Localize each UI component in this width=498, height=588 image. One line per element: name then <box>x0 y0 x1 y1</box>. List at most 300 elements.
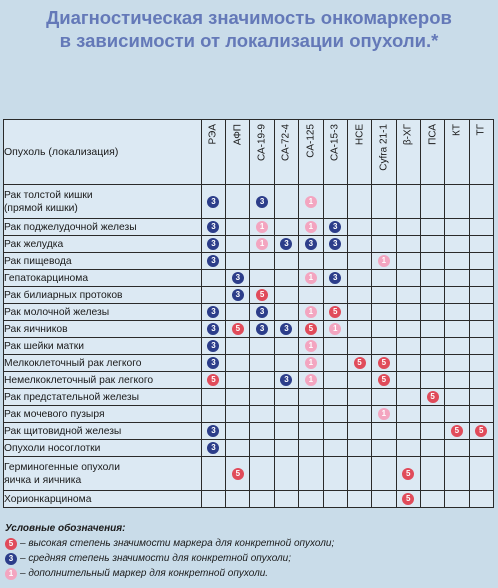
marker-cell <box>201 457 225 491</box>
marker-cell <box>299 287 323 304</box>
marker-cell <box>372 270 396 287</box>
marker-cell <box>299 406 323 423</box>
marker-cell <box>250 338 274 355</box>
tumor-name: Рак шейки матки <box>4 338 202 355</box>
marker-cell <box>469 457 493 491</box>
marker-cell <box>469 338 493 355</box>
column-header <box>201 120 225 185</box>
marker-cell <box>201 372 225 389</box>
tumor-name: Мелкоклеточный рак легкого <box>4 355 202 372</box>
marker-cell <box>201 406 225 423</box>
significance-1-icon: 1 <box>378 255 390 267</box>
marker-cell <box>396 457 420 491</box>
marker-cell <box>445 423 469 440</box>
significance-5-icon: 5 <box>232 323 244 335</box>
marker-cell <box>372 338 396 355</box>
marker-cell <box>469 406 493 423</box>
marker-cell <box>420 236 444 253</box>
significance-3-icon: 3 <box>280 238 292 250</box>
significance-3-icon: 3 <box>5 553 17 565</box>
marker-cell <box>445 372 469 389</box>
marker-cell <box>226 321 250 338</box>
marker-cell <box>299 389 323 406</box>
marker-cell <box>469 423 493 440</box>
marker-cell <box>347 321 371 338</box>
marker-cell <box>396 355 420 372</box>
marker-cell <box>445 304 469 321</box>
marker-cell <box>372 287 396 304</box>
significance-5-icon: 5 <box>378 374 390 386</box>
marker-cell <box>396 270 420 287</box>
significance-3-icon: 3 <box>232 272 244 284</box>
marker-cell <box>299 253 323 270</box>
tumor-name: Рак толстой кишки (прямой кишки) <box>4 185 202 219</box>
marker-cell <box>323 491 347 508</box>
marker-cell <box>299 304 323 321</box>
marker-cell <box>323 270 347 287</box>
significance-3-icon: 3 <box>280 323 292 335</box>
significance-5-icon: 5 <box>475 425 487 437</box>
marker-cell <box>396 185 420 219</box>
row-header-label: Опухоль (локализация) <box>4 120 202 185</box>
marker-cell <box>299 270 323 287</box>
significance-3-icon: 3 <box>329 272 341 284</box>
table-row <box>4 457 494 491</box>
tumor-name: Опухоли носоглотки <box>4 440 202 457</box>
marker-cell <box>274 457 298 491</box>
marker-cell <box>372 253 396 270</box>
marker-cell <box>323 389 347 406</box>
table-row <box>4 440 494 457</box>
marker-cell <box>420 219 444 236</box>
marker-cell <box>226 338 250 355</box>
marker-cell <box>469 372 493 389</box>
significance-3-icon: 3 <box>207 306 219 318</box>
marker-cell <box>469 440 493 457</box>
significance-5-icon: 5 <box>305 323 317 335</box>
marker-cell <box>250 440 274 457</box>
tumor-name: Рак щитовидной железы <box>4 423 202 440</box>
marker-cell <box>420 338 444 355</box>
marker-cell <box>445 491 469 508</box>
column-header-label: НСЕ <box>354 124 366 146</box>
marker-cell <box>347 491 371 508</box>
marker-cell <box>347 219 371 236</box>
significance-3-icon: 3 <box>207 196 219 208</box>
marker-cell <box>323 253 347 270</box>
significance-5-icon: 5 <box>402 468 414 480</box>
marker-cell <box>372 389 396 406</box>
marker-cell <box>347 253 371 270</box>
marker-cell <box>420 491 444 508</box>
legend-item <box>5 566 495 581</box>
marker-cell <box>299 219 323 236</box>
marker-cell <box>420 304 444 321</box>
tumor-name: Рак билиарных протоков <box>4 287 202 304</box>
tumor-name: Герминогенные опухоли яичка и яичника <box>4 457 202 491</box>
marker-cell <box>201 304 225 321</box>
marker-cell <box>274 406 298 423</box>
marker-cell <box>201 253 225 270</box>
marker-cell <box>323 236 347 253</box>
marker-cell <box>250 270 274 287</box>
significance-3-icon: 3 <box>207 442 219 454</box>
marker-cell <box>274 372 298 389</box>
significance-3-icon: 3 <box>207 221 219 233</box>
marker-cell <box>420 321 444 338</box>
column-header <box>250 120 274 185</box>
marker-cell <box>445 253 469 270</box>
marker-cell <box>420 457 444 491</box>
marker-cell <box>347 406 371 423</box>
marker-cell <box>226 253 250 270</box>
marker-cell <box>299 440 323 457</box>
significance-5-icon: 5 <box>354 357 366 369</box>
marker-cell <box>396 423 420 440</box>
marker-cell <box>396 321 420 338</box>
marker-cell <box>347 440 371 457</box>
marker-cell <box>469 389 493 406</box>
marker-cell <box>396 304 420 321</box>
marker-cell <box>323 287 347 304</box>
marker-cell <box>274 185 298 219</box>
column-header-label: РЭА <box>207 124 219 145</box>
marker-cell <box>250 253 274 270</box>
significance-3-icon: 3 <box>280 374 292 386</box>
significance-5-icon: 5 <box>232 468 244 480</box>
table-row <box>4 304 494 321</box>
marker-cell <box>201 219 225 236</box>
marker-cell <box>226 219 250 236</box>
marker-cell <box>445 219 469 236</box>
marker-cell <box>445 457 469 491</box>
marker-cell <box>469 270 493 287</box>
marker-cell <box>469 355 493 372</box>
marker-cell <box>201 236 225 253</box>
marker-cell <box>201 423 225 440</box>
marker-cell <box>396 253 420 270</box>
column-header <box>274 120 298 185</box>
significance-1-icon: 1 <box>305 221 317 233</box>
marker-cell <box>323 423 347 440</box>
marker-cell <box>323 338 347 355</box>
marker-cell <box>201 321 225 338</box>
column-header-label: ТГ <box>475 124 487 136</box>
marker-cell <box>299 236 323 253</box>
marker-cell <box>250 219 274 236</box>
column-header <box>299 120 323 185</box>
legend-item-text: – дополнительный маркер для конкретной опухоли. <box>20 568 269 579</box>
marker-cell <box>469 236 493 253</box>
legend-item <box>5 551 495 566</box>
marker-cell <box>347 287 371 304</box>
legend <box>5 521 495 581</box>
marker-cell <box>372 423 396 440</box>
marker-table <box>3 119 494 508</box>
tumor-name: Рак поджелудочной железы <box>4 219 202 236</box>
significance-5-icon: 5 <box>402 493 414 505</box>
marker-cell <box>396 338 420 355</box>
column-header <box>226 120 250 185</box>
marker-cell <box>347 338 371 355</box>
marker-cell <box>347 270 371 287</box>
marker-cell <box>201 440 225 457</box>
marker-cell <box>226 423 250 440</box>
significance-5-icon: 5 <box>378 357 390 369</box>
marker-cell <box>299 185 323 219</box>
marker-cell <box>347 389 371 406</box>
significance-3-icon: 3 <box>256 306 268 318</box>
table-row <box>4 389 494 406</box>
tumor-name: Рак мочевого пузыря <box>4 406 202 423</box>
table-row <box>4 287 494 304</box>
table-row <box>4 372 494 389</box>
marker-cell <box>347 372 371 389</box>
marker-cell <box>445 440 469 457</box>
marker-cell <box>226 236 250 253</box>
marker-cell <box>420 423 444 440</box>
marker-cell <box>323 440 347 457</box>
table-row <box>4 219 494 236</box>
marker-cell <box>445 287 469 304</box>
tumor-name: Рак предстательной железы <box>4 389 202 406</box>
marker-cell <box>226 372 250 389</box>
marker-cell <box>420 440 444 457</box>
table-row <box>4 321 494 338</box>
column-header-label: СА-72-4 <box>280 124 292 162</box>
tumor-name: Хорионкарцинома <box>4 491 202 508</box>
table-row <box>4 491 494 508</box>
table-row <box>4 355 494 372</box>
marker-cell <box>250 406 274 423</box>
significance-5-icon: 5 <box>427 391 439 403</box>
marker-cell <box>372 304 396 321</box>
marker-cell <box>323 321 347 338</box>
table-row <box>4 185 494 219</box>
significance-1-icon: 1 <box>329 323 341 335</box>
marker-cell <box>201 270 225 287</box>
marker-cell <box>372 491 396 508</box>
marker-cell <box>372 355 396 372</box>
marker-cell <box>445 185 469 219</box>
table-row <box>4 270 494 287</box>
marker-cell <box>226 457 250 491</box>
marker-cell <box>420 406 444 423</box>
marker-cell <box>274 440 298 457</box>
marker-cell <box>445 406 469 423</box>
marker-cell <box>396 372 420 389</box>
marker-cell <box>250 355 274 372</box>
marker-cell <box>323 406 347 423</box>
marker-cell <box>445 236 469 253</box>
significance-1-icon: 1 <box>305 340 317 352</box>
legend-heading: Условные обозначения: <box>5 523 126 534</box>
significance-1-icon: 1 <box>305 306 317 318</box>
marker-cell <box>299 491 323 508</box>
significance-3-icon: 3 <box>207 323 219 335</box>
table-row <box>4 253 494 270</box>
column-header-label: ПСА <box>427 124 439 145</box>
significance-1-icon: 1 <box>305 357 317 369</box>
marker-cell <box>274 270 298 287</box>
marker-cell <box>274 355 298 372</box>
marker-cell <box>250 321 274 338</box>
marker-cell <box>347 423 371 440</box>
marker-cell <box>250 491 274 508</box>
significance-3-icon: 3 <box>329 221 341 233</box>
marker-cell <box>226 185 250 219</box>
marker-cell <box>420 372 444 389</box>
marker-cell <box>274 219 298 236</box>
marker-cell <box>299 457 323 491</box>
column-header <box>372 120 396 185</box>
marker-cell <box>445 355 469 372</box>
marker-cell <box>250 236 274 253</box>
significance-1-icon: 1 <box>305 196 317 208</box>
table-row <box>4 423 494 440</box>
marker-cell <box>226 270 250 287</box>
marker-cell <box>347 457 371 491</box>
column-header-label: β-ХГ <box>402 124 414 146</box>
marker-cell <box>347 236 371 253</box>
significance-3-icon: 3 <box>207 425 219 437</box>
marker-cell <box>396 287 420 304</box>
marker-cell <box>201 185 225 219</box>
marker-cell <box>299 372 323 389</box>
marker-cell <box>469 185 493 219</box>
marker-cell <box>226 355 250 372</box>
marker-cell <box>299 423 323 440</box>
column-header-label: КТ <box>451 124 463 136</box>
marker-cell <box>469 304 493 321</box>
column-header <box>420 120 444 185</box>
marker-cell <box>323 185 347 219</box>
significance-3-icon: 3 <box>207 357 219 369</box>
table-body <box>4 185 494 508</box>
significance-3-icon: 3 <box>256 323 268 335</box>
significance-3-icon: 3 <box>305 238 317 250</box>
tumor-name: Рак молочной железы <box>4 304 202 321</box>
legend-item <box>5 536 495 551</box>
significance-5-icon: 5 <box>329 306 341 318</box>
significance-5-icon: 5 <box>451 425 463 437</box>
marker-cell <box>323 355 347 372</box>
marker-cell <box>445 338 469 355</box>
column-header-label: СА-15-3 <box>329 124 341 162</box>
significance-3-icon: 3 <box>207 255 219 267</box>
marker-cell <box>420 185 444 219</box>
marker-cell <box>250 389 274 406</box>
table-row <box>4 338 494 355</box>
significance-1-icon: 1 <box>305 374 317 386</box>
marker-cell <box>274 321 298 338</box>
significance-5-icon: 5 <box>207 374 219 386</box>
legend-items <box>5 536 495 581</box>
tumor-name: Рак пищевода <box>4 253 202 270</box>
column-header <box>396 120 420 185</box>
marker-cell <box>420 287 444 304</box>
marker-cell <box>274 236 298 253</box>
tumor-name: Рак яичников <box>4 321 202 338</box>
marker-cell <box>323 457 347 491</box>
marker-cell <box>347 185 371 219</box>
marker-cell <box>372 236 396 253</box>
tumor-name: Гепатокарцинома <box>4 270 202 287</box>
significance-3-icon: 3 <box>329 238 341 250</box>
marker-cell <box>323 304 347 321</box>
column-header <box>445 120 469 185</box>
significance-5-icon: 5 <box>5 538 17 550</box>
marker-cell <box>420 355 444 372</box>
marker-cell <box>274 389 298 406</box>
marker-cell <box>347 304 371 321</box>
marker-cell <box>372 219 396 236</box>
marker-cell <box>372 372 396 389</box>
legend-item-text: – высокая степень значимости маркера для конкретной опухоли; <box>20 538 335 549</box>
significance-1-icon: 1 <box>256 221 268 233</box>
marker-cell <box>201 355 225 372</box>
marker-cell <box>347 355 371 372</box>
marker-cell <box>396 389 420 406</box>
marker-cell <box>226 406 250 423</box>
marker-cell <box>396 491 420 508</box>
significance-1-icon: 1 <box>305 272 317 284</box>
marker-cell <box>201 491 225 508</box>
tumor-name: Немелкоклеточный рак легкого <box>4 372 202 389</box>
title-line-2: в зависимости от локализации опухоли.* <box>59 30 439 51</box>
marker-cell <box>201 287 225 304</box>
marker-cell <box>250 423 274 440</box>
marker-cell <box>323 219 347 236</box>
marker-cell <box>445 270 469 287</box>
legend-item-text: – средняя степень значимости для конкретной опухоли; <box>20 553 292 564</box>
significance-5-icon: 5 <box>256 289 268 301</box>
significance-1-icon: 1 <box>256 238 268 250</box>
marker-cell <box>396 440 420 457</box>
page-title <box>0 6 498 52</box>
marker-cell <box>445 389 469 406</box>
marker-cell <box>372 185 396 219</box>
significance-3-icon: 3 <box>256 196 268 208</box>
marker-cell <box>420 389 444 406</box>
header-row <box>4 120 494 185</box>
column-header-label: Cyfra 21-1 <box>378 124 390 171</box>
significance-1-icon: 1 <box>5 568 17 580</box>
marker-cell <box>250 457 274 491</box>
title-line-1: Диагностическая значимость онкомаркеров <box>46 7 452 28</box>
marker-cell <box>226 287 250 304</box>
marker-cell <box>250 304 274 321</box>
marker-cell <box>250 185 274 219</box>
marker-cell <box>396 236 420 253</box>
marker-cell <box>226 389 250 406</box>
column-header-label: СА-19-9 <box>256 124 268 162</box>
marker-cell <box>372 440 396 457</box>
marker-cell <box>226 304 250 321</box>
marker-cell <box>445 321 469 338</box>
significance-3-icon: 3 <box>232 289 244 301</box>
marker-cell <box>469 287 493 304</box>
marker-cell <box>420 270 444 287</box>
marker-cell <box>469 219 493 236</box>
marker-cell <box>226 491 250 508</box>
table-row <box>4 406 494 423</box>
marker-cell <box>274 423 298 440</box>
column-header <box>469 120 493 185</box>
table-row <box>4 236 494 253</box>
significance-3-icon: 3 <box>207 238 219 250</box>
marker-cell <box>299 355 323 372</box>
